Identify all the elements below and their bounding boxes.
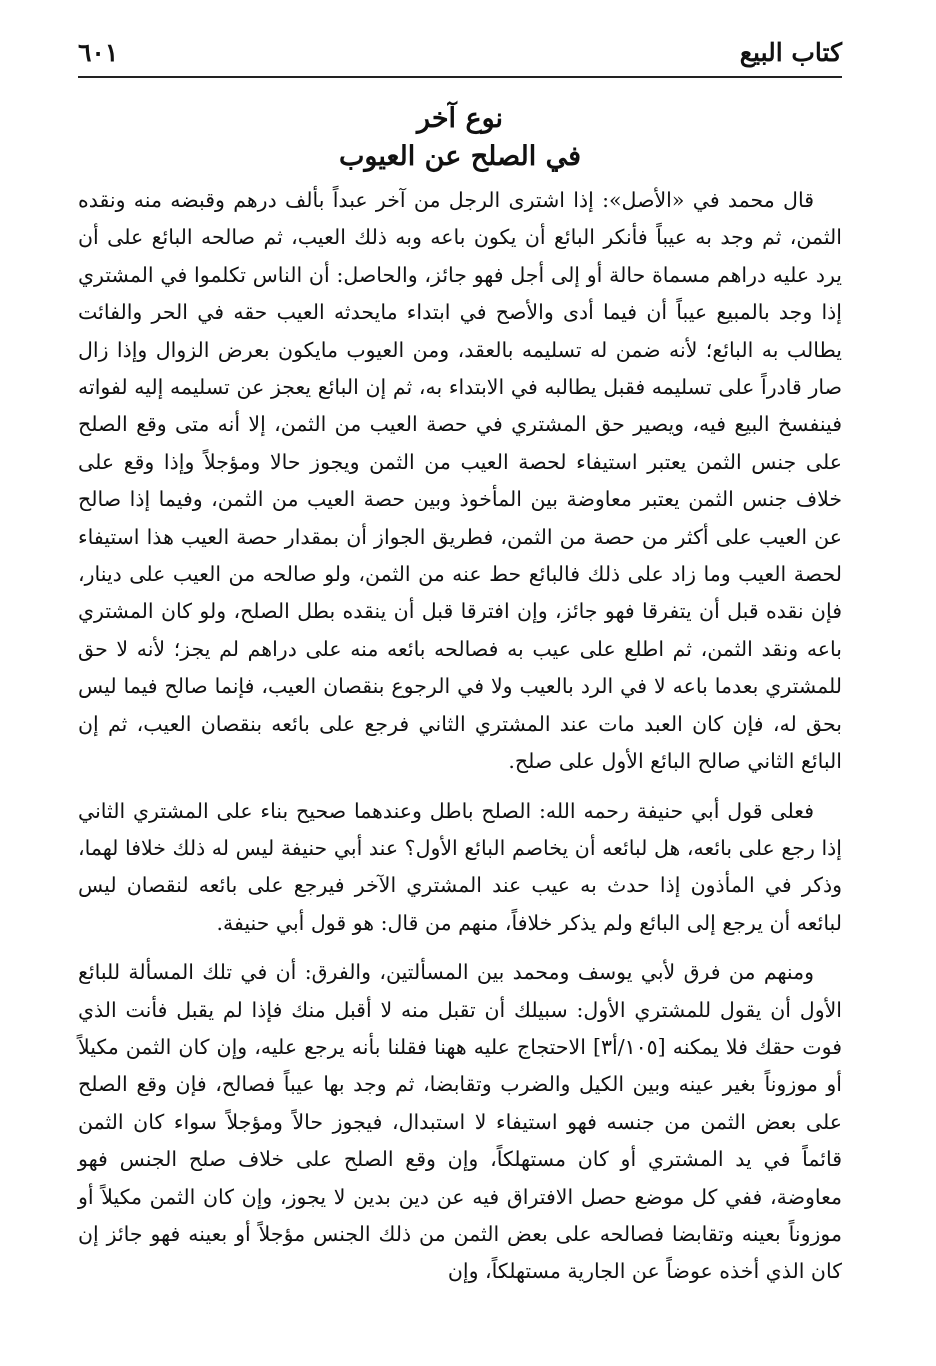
running-header — [78, 32, 842, 78]
section-title: نوع آخر — [416, 103, 504, 134]
section-subtitle: في الصلح عن العيوب — [338, 141, 582, 172]
body-paragraph-3: ومنهم من فرق لأبي يوسف ومحمد بين المسألتين، والفرق: أن في تلك المسألة للبائع الأول أن يقول للمشتري الأول: سبيلك أن تقبل منه لا أقبل منك فإذا لم يقبل فأنت الذي فوت حقك فلا يمكنه [١٠٥/أ٣] الاحتجاج عليه ههنا فقلنا بأنه يرجع عليه، وإن كان الثمن مكيلاً أو موزوناً بغير عينه وبين الكيل والضرب وتقابضا، ثم وجد بها عيباً فصالح، فإن وقع الصلح على بعض الثمن من جنسه فهو استيفاء لا استبدال، فيجوز حالاً ومؤجلاً سواء كان الثمن قائماً في يد المشتري أو كان مستهلكاً، وإن وقع الصلح على خلاف صلح الجنس فهو معاوضة، ففي كل موضع حصل الافتراق فيه عن دين بدين لا يجوز، وإن كان الثمن مكيلاً أو موزوناً بعينه وتقابضا فصالحه على بعض الثمن من ذلك الجنس مؤجلاً أو بعينه فهو جائز إن كان الذي أخذه عوضاً عن الجارية مستهلكاً، وإن — [78, 960, 842, 1284]
body-paragraph-2: فعلى قول أبي حنيفة رحمه الله: الصلح باطل وعندهما صحيح بناء على المشتري الثاني إذا رجع على بائعه، هل لبائعه أن يخاصم البائع الأول؟ عند أبي حنيفة ليس له ذلك خلافا لهما، وذكر في المأذون إذا حدث به عيب عند المشتري الآخر فيرجع على بائعه لنقصان ليس لبائعه أن يرجع إلى البائع ولم يذكر خلافاً، منهم من قال: هو قول أبي حنيفة. — [78, 798, 842, 935]
page-number: ٦٠١ — [78, 38, 119, 67]
book-title: كتاب البيع — [739, 38, 842, 67]
book-page — [78, 32, 842, 1352]
body-paragraph-1: قال محمد في «الأصل»: إذا اشترى الرجل من آخر عبداً بألف درهم وقبضه منه ونقده الثمن، ثم وجد به عيباً فأنكر البائع أن يكون باعه وبه ذلك العيب، ثم صالحه البائع على أن يرد عليه دراهم مسماة حالة أو إلى أجل فهو جائز، والحاصل: أن الناس تكلموا في المشتري إذا وجد بالمبيع عيباً أن فيما أدى والأصح في ابتداء مايحدثه العيب حقه في الحر والفائت يطالب به البائع؛ لأنه ضمن له تسليمه بالعقد، ومن العيوب مايكون بعرض الزوال وإذا زال صار قادراً على تسليمه فقبل يطالبه في الابتداء به، ثم إن البائع يعجز عن تسليمه إليه لفواته فينفسخ البيع فيه، ويصير حق المشتري في حصة العيب من الثمن، إلا أنه متى وقع الصلح على جنس الثمن يعتبر استيفاء لحصة العيب من الثمن ويجوز حالا ومؤجلاً وإذا وقع على خلاف جنس الثمن يعتبر معاوضة بين المأخوذ وبين حصة العيب من الثمن، وفيما إذا صالح عن العيب على أكثر من حصة من الثمن، فطريق الجواز أن بمقدار حصة العيب هذا استيفاء لحصة العيب وما زاد على ذلك فالبائع حط عنه من الثمن، ولو صالحه من العيب على دينار، فإن نقده قبل أن يتفرقا فهو جائز، وإن افترقا قبل أن ينقده بطل الصلح، ولو كان المشتري باعه ونقد الثمن، ثم اطلع على عيب به فصالحه بائعه منه على دراهم لم يجز؛ لأنه لا حق للمشتري بعدما باعه لا في الرد بالعيب ولا في الرجوع بنقصان العيب، فإنما صالح فيما ليس بحق له، فإن كان العبد مات عند المشتري الثاني فرجع على بائعه بنقصان العيب، ثم إن البائع الثاني صالح البائع الأول على صلح. — [78, 188, 842, 774]
